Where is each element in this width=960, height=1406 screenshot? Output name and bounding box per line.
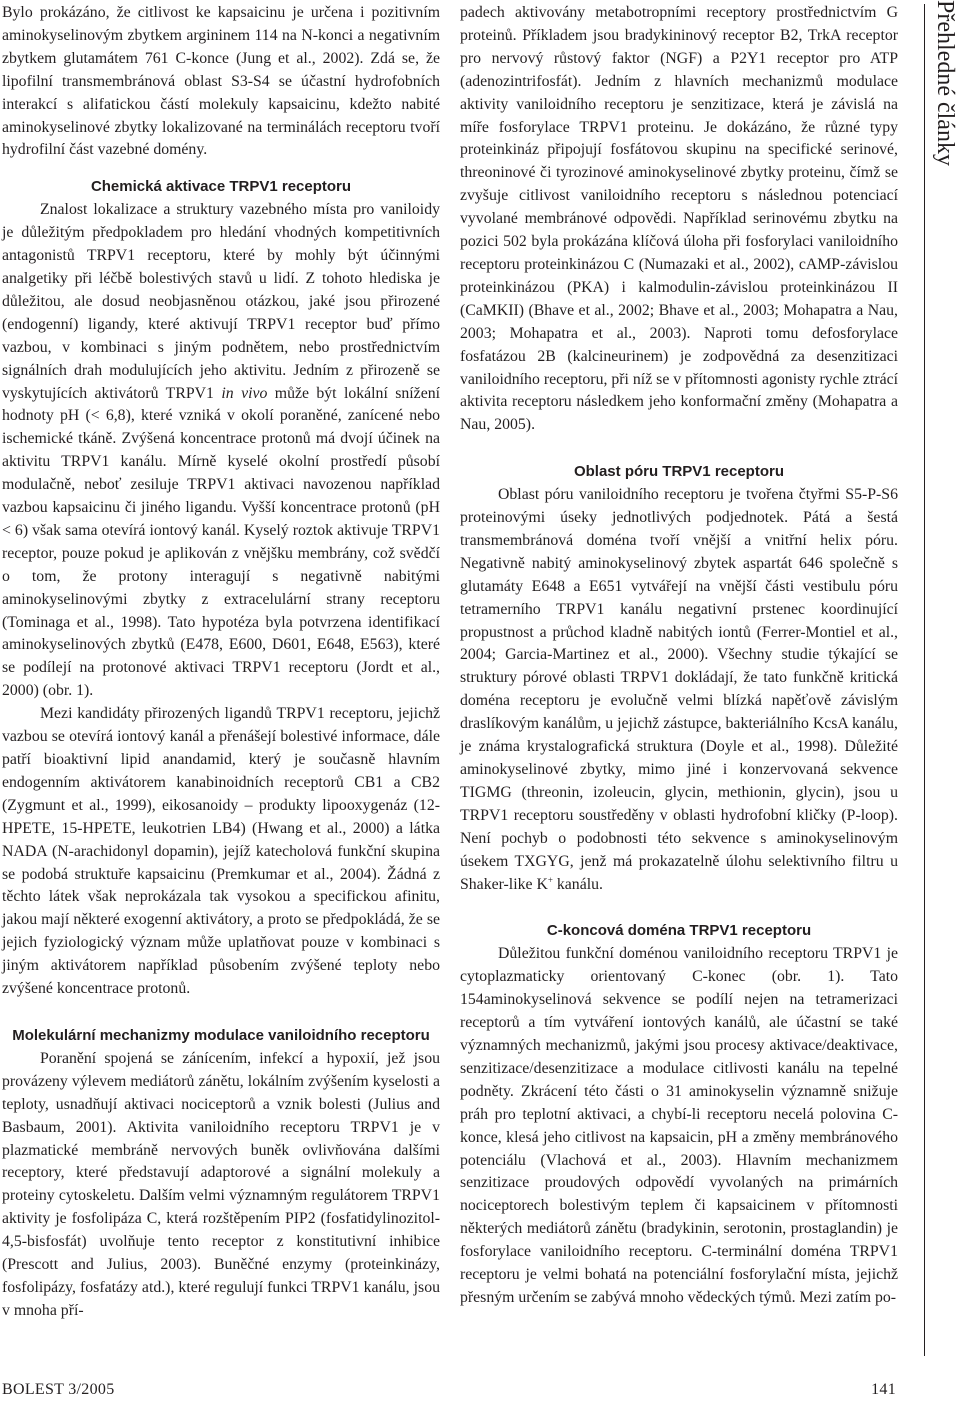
- footer-page-number: 141: [871, 1381, 896, 1398]
- text-span: kanálu.: [552, 875, 603, 893]
- paragraph: Mezi kandidáty přirozených ligandů TRPV1 receptoru, jejichž vazbou se otevírá iontový kanál a přenášejí bolestivé informace, dále patří bioaktivní lipid anandamid, který je současně hlavním endogenním aktivátorem kanabinoidních receptorů CB1 a CB2 (Zygmunt et al., 1999), eikosanoidy – produkty lipooxygenáz (12-HPETE, 15-HPETE, leukotrien LB4) (Hwang et al., 2000) a látka NADA (N-arachidonyl dopamin), jejíž katecholová funkční skupina se podobá struktuře kapsaicinu (Premkumar et al., 2004). Žádná z těchto látek však neprokázala tak vysokou a specifickou afinitu, jakou mají některé exogenní aktivátory, a proto se předpokládá, že se jejich fyziologický význam může uplatňovat pouze v kombinaci s jiným aktivátorem například působením zvýšené teploty nebo zvýšené koncentrace protonů.: [2, 705, 440, 998]
- text-span: Oblast póru vaniloidního receptoru je tvořena čtyřmi S5-P-S6 proteinovými úseky jednotlivých podjednotek. Pátá a šestá transmembránová doména tvoří vnější a vnitřní helix póru. Negativně nabitý aminokyselinový zbytek aspartát 646 společně s glutamáty E648 a E651 vytvářejí na vnější části vestibulu póru tetramerního TRPV1 kanálu negativní prstenec koordinující propustnost a průchod kladně nabitých iontů (Ferrer-Montiel et al., 2004; Garcia-Martinez et al., 2000). Všechny studie týkající se struktury pórové oblasti TRPV1 dokládají, že tato funkčně kritická doména receptoru je evolučně velmi blízká napěťově závislým draslíkovým kanálům, u jejichž zástupce, bakteriálního KcsA kanálu, je známa krystalografická struktura (Doyle et al., 1998). Důležité aminokyselinové zbytky, mimo jiné i konzervovaná sekvence TIGMG (threonin, izoleucin, glycin, methionin, glycin), jsou u TRPV1 receptoru soustředěny v oblasti hydrofobní kličky (P-loop). Není pochyb o podobnosti této sekvence s aminokyselinovým úsekem TXGYG, jenž má prokazatelně úlohu selektivního filtru u Shaker-like K: [460, 486, 898, 893]
- footer-journal: BOLEST 3/2005: [2, 1381, 115, 1398]
- vertical-divider: [924, 4, 925, 1356]
- section-heading-chemical-activation: Chemická aktivace TRPV1 receptoru: [90, 178, 352, 196]
- right-column: [460, 2, 898, 1310]
- paragraph: Bylo prokázáno, že citlivost ke kapsaicinu je určena i pozitivním aminokyselinovým zbytkem argininem 114 na N-konci a negativním zbytkem glutamátem 761 C-konce (Jung et al., 2002). Zdá se, že lipofilní transmembránová oblast S3-S4 se účastní hydrofobních interakcí s alifatickou částí molekuly kapsaicinu, kdežto nabité aminokyselinové zbytky lokalizované na terminálách receptoru tvoří hydrofilní část vazebné domény.: [2, 4, 440, 159]
- paragraph: Poranění spojená se zánícením, infekcí a hypoxií, jež jsou provázeny výlevem mediátorů zánětu, lokálním zvýšením kyselosti a teploty, usnadňují aktivaci nociceptorů a vznik bolesti (Julius and Basbaum, 2001). Aktivita vaniloidního receptoru TRPV1 je v plazmatické membráně nervových buněk ovlivňována dalšími receptory, které představují adaptorové a signální molekuly a proteiny cytoskeletu. Dalším velmi významným regulátorem TRPV1 aktivity je fosfolipáza C, která rozštěpením PIP2 (fosfatidylinozitol-4,5-bisfosfát) uvolňuje tento receptor z konstitutivní inhibice (Prescott and Julius, 2003). Buněčné enzymy (proteinkinázy, fosfolipázy, fosfatázy atd.), které regulují funkci TRPV1 kanálu, jsou v mnoha pří-: [2, 1049, 440, 1319]
- left-column: [2, 2, 440, 1323]
- section-heading-c-terminal: C-koncová doména TRPV1 receptoru: [546, 922, 812, 940]
- section-heading-pore-region: Oblast póru TRPV1 receptoru: [573, 463, 785, 481]
- paragraph: [2, 199, 440, 703]
- text-span: Znalost lokalizace a struktury vazebného místa pro vaniloidy je důležitým předpokladem pro hledání vhodných kompetitivních antagonistů TRPV1 receptoru, které by mohly být účinnými analgetiky při léčbě bolestivých stavů u lidí. Z tohoto hlediska je důležitou, ale dosud neobjasněnou otázkou, jaké jsou přirozené (endogenní) ligandy, které aktivují TRPV1 receptor buď přímo vazbou, v kombinaci s jiným podnětem, nebo prostřednictvím signálních drah modulujících jeho aktivitu. Jedním z přirozeně se vyskytujících aktivátorů TRPV1: [2, 201, 440, 402]
- paragraph: padech aktivovány metabotropními receptory prostřednictvím G proteinů. Příkladem jsou bradykininový receptor B2, TrkA receptor pro nervový růstový faktor (NGF) a P2Y1 receptor pro ATP (adenozintrifosfát). Jedním z hlavních mechanizmů modulace aktivity vaniloidního receptoru je senzitizace, která je závislá na míře fosforylace TRPV1 proteinu. Je dokázáno, že různé typy proteinkináz připojují fosfátovou skupinu na specifické serinové, threoninové či tyrozinové aminokyselinové zbytky proteinu, čímž se zvyšuje citlivost vaniloidního receptoru s následnou potenciací vyvolané membránové odpovědi. Například serinovému zbytku na pozici 502 byla prokázána klíčová úloha při fosforylaci vaniloidního receptoru proteinkinázou C (Numazaki et al., 2002), cAMP-závislou proteinkinázou (PKA) i kalmodulin-závislou proteinkinázou II (CaMKII) (Bhave et al., 2002; Bhave et al., 2003; Mohapatra a Nau, 2003; Mohapatra et al., 2003). Naproti tomu defosforylace fosfatázou 2B (kalcineurinem) je zodpovědná za desenzitizaci vaniloidního receptoru, při níž se v přítomnosti agonisty rychle ztrácí aktivita receptoru následkem jeho konformační změny (Mohapatra a Nau, 2005).: [460, 4, 898, 434]
- text-span: může být lokální snížení hodnoty pH (< 6,8), které vzniká v okolí poraněné, zanícené nebo ischemické tkáně. Zvýšená koncentrace protonů má dvojí účinek na aktivitu TRPV1 kanálu. Mírně kyselé okolní prostředí působí modulačně, neboť zesiluje TRPV1 aktivaci navozenou například vazbou kapsaicinu či jiného ligandu. Vyšší koncentrace protonů (pH < 6) však sama otevírá iontový kanál. Kyselý roztok aktivuje TRPV1 receptor, pouze pokud je aplikován z vnějšku membrány, což svědčí o tom, že protony interagují s negativně nabitými aminokyselinovými zbytky z extracelulární strany receptoru (Tominaga et al., 1998). Tato hypotéza byla potvrzena identifikací aminokyselinových zbytků (E478, E600, D601, E648, E563), které se podílejí na protonové aktivaci TRPV1 receptoru (Jordt et al., 2000) (obr. 1).: [2, 384, 440, 700]
- paragraph: Důležitou funkční doménou vaniloidního receptoru TRPV1 je cytoplazmaticky orientovaný C-konec (obr. 1). Tato 154aminokyselinová sekvence se podílí nejen na tetramerizaci receptorů a tím vytváření iontových kanálů, ale účastní se také významných mechanizmů, jakými jsou procesy aktivace/deaktivace, senzitizace/desenzitizace a modulace citlivosti kanálu na tepelné podněty. Zkrácení této části o 31 aminokyselin významně snižuje práh pro teplotní aktivaci, a chybí-li receptoru necelá polovina C-konce, klesá jeho citlivost na kapsaicin, pH a změny membránového potenciálu (Vlachová et al., 2003). Hlavním mechanizmem senzitizace proudových odpovědí vyvolaných na primárních nociceptorech bolestivým teplem či kapsaicinem v přítomnosti některých mediátorů zánětu (bradykinin, serotonin, prostaglandin) je fosforylace vaniloidního receptoru. C-terminální doména TRPV1 receptoru je velmi bohatá na potenciální fosforylační místa, jejichž přesným určením se zabývá mnoho vědeckých týmů. Mezi zatím po-: [460, 945, 898, 1306]
- superscript-plus: +: [547, 874, 553, 885]
- italic-term: in vivo: [221, 384, 268, 402]
- paragraph: [460, 484, 898, 896]
- side-section-label: Přehledné články: [932, 0, 958, 166]
- section-heading-molecular-mechanisms: Molekulární mechanizmy modulace vaniloidního receptoru: [12, 1026, 430, 1044]
